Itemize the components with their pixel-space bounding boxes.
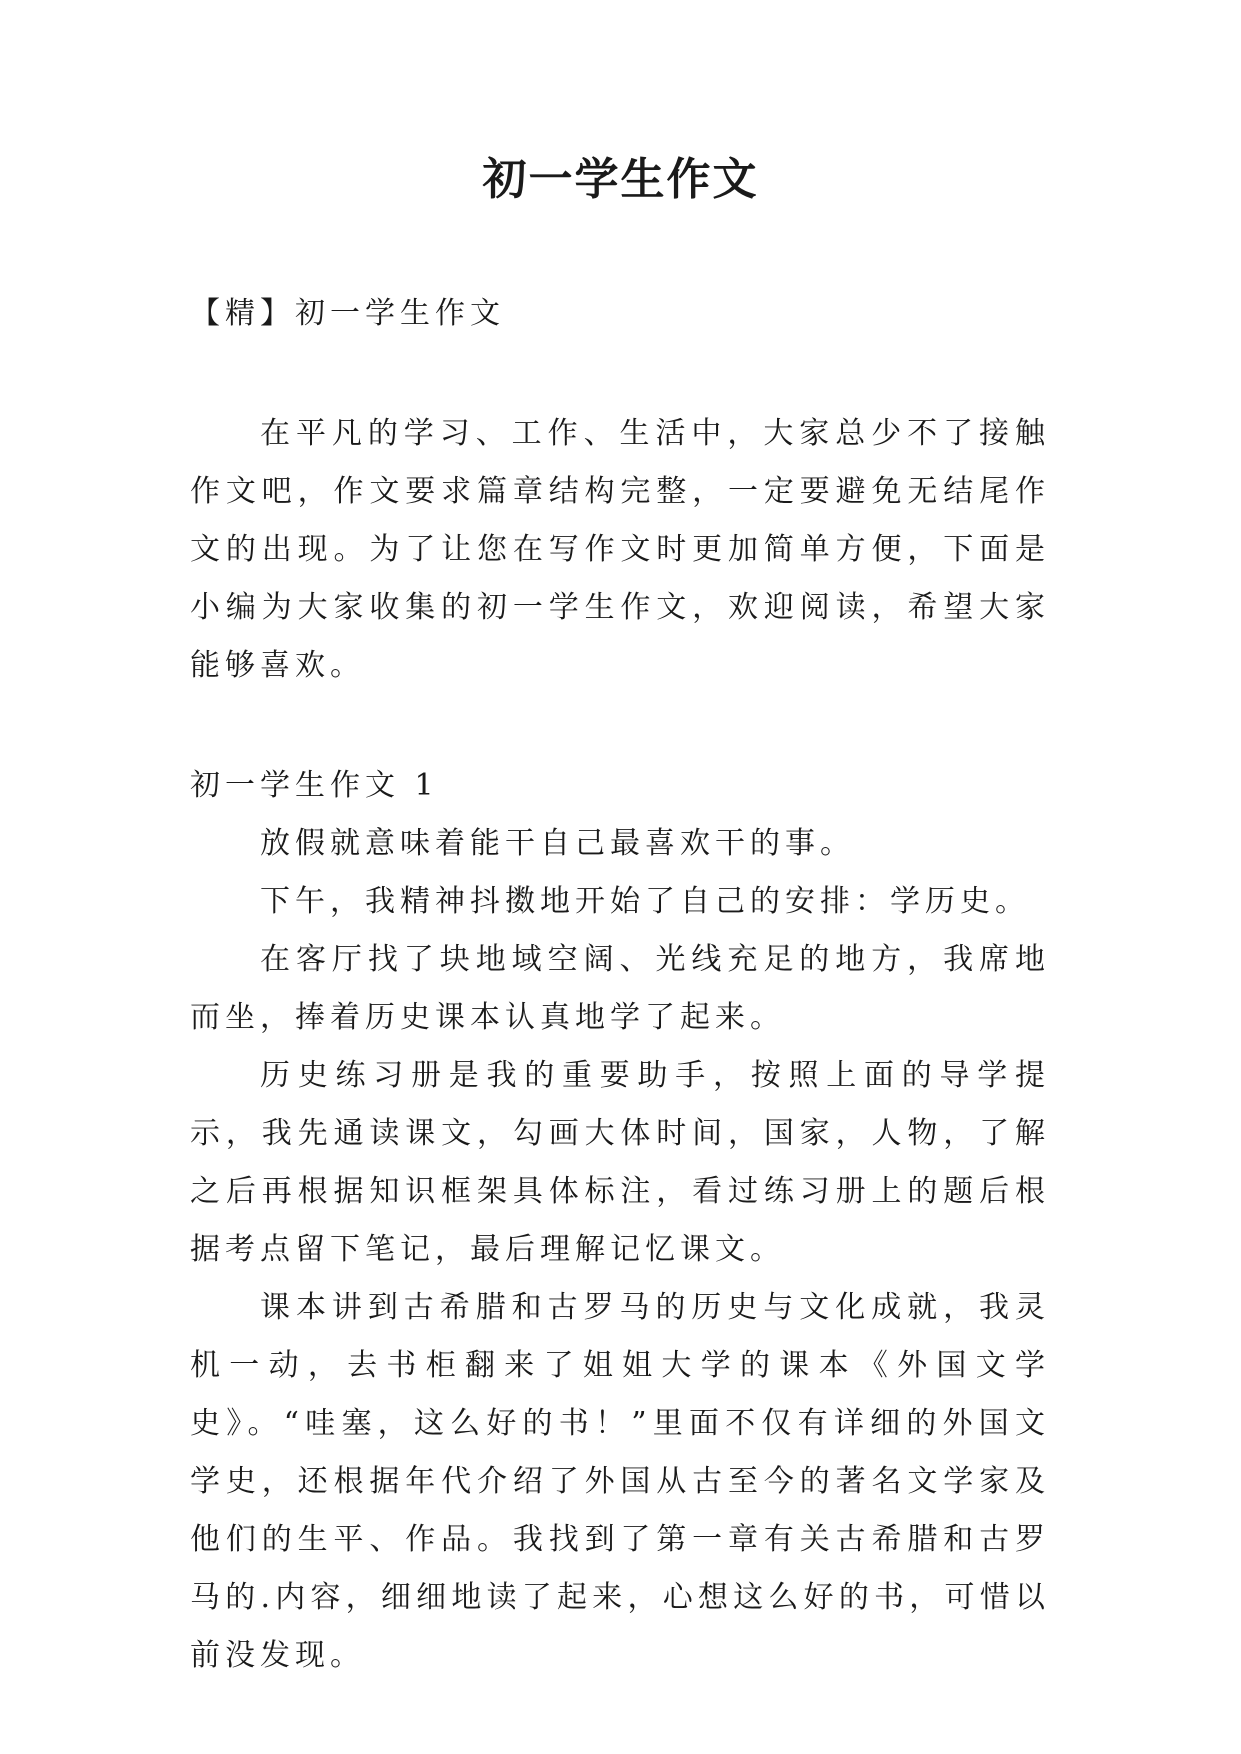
intro-paragraph: 在平凡的学习、工作、生活中，大家总少不了接触作文吧，作文要求篇章结构完整，一定要避免无结尾作文的出现。为了让您在写作文时更加简单方便，下面是小编为大家收集的初一学生作文，欢迎阅读，希望大家能够喜欢。 — [190, 416, 1050, 683]
section-heading: 初一学生作文 1 — [190, 768, 439, 803]
body-paragraph: 历史练习册是我的重要助手，按照上面的导学提示，我先通读课文，勾画大体时间，国家，人物，了解之后再根据知识框架具体标注，看过练习册上的题后根据考点留下笔记，最后理解记忆课文。 — [190, 1058, 1050, 1267]
document-title: 初一学生作文 — [482, 154, 759, 205]
body-paragraph: 放假就意味着能干自己最喜欢干的事。 — [260, 826, 855, 861]
document-body — [190, 285, 1050, 1685]
document-subtitle: 【精】初一学生作文 — [190, 296, 505, 331]
body-paragraph: 课本讲到古希腊和古罗马的历史与文化成就，我灵机一动，去书柜翻来了姐姐大学的课本《外国文学史》。“哇塞，这么好的书！”里面不仅有详细的外国文学史，还根据年代介绍了外国从古至今的著名文学家及他们的生平、作品。我找到了第一章有关古希腊和古罗马的.内容，细细地读了起来，心想这么好的书，可惜以前没发现。 — [190, 1290, 1050, 1673]
body-paragraph: 下午，我精神抖擞地开始了自己的安排：学历史。 — [260, 884, 1030, 919]
body-paragraph: 在客厅找了块地域空阔、光线充足的地方，我席地而坐，捧着历史课本认真地学了起来。 — [190, 942, 1050, 1035]
